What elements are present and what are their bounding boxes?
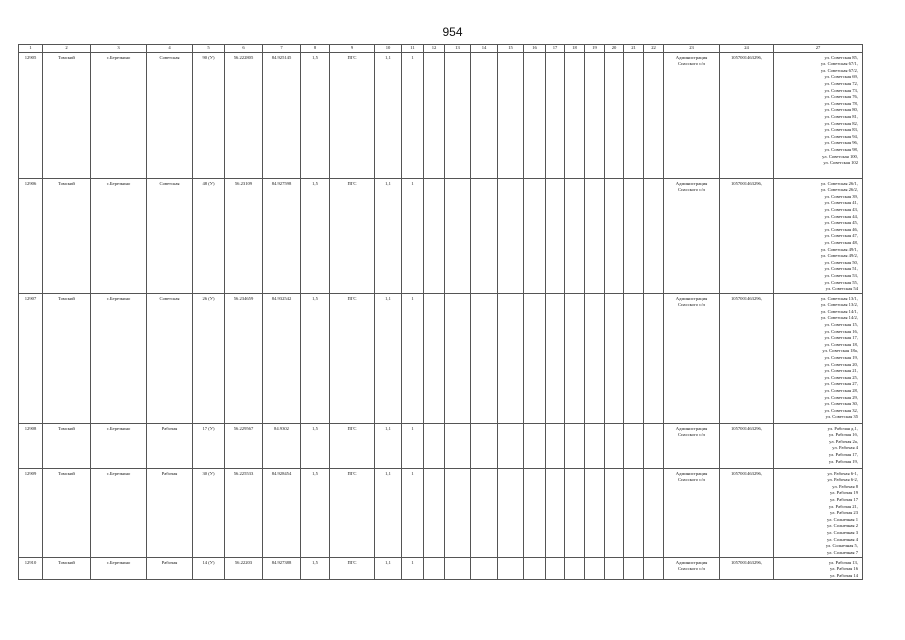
column-number: 21 — [624, 45, 644, 53]
page-number: 954 — [442, 25, 463, 39]
cell-addresses — [774, 423, 863, 468]
table-row — [19, 423, 863, 468]
cell-c4: Советская — [147, 52, 193, 178]
cell-c4: Рабочая — [147, 468, 193, 557]
empty-cell — [644, 423, 664, 468]
owner-line: Администрация — [675, 295, 708, 301]
cell-c7: 84.932542 — [263, 293, 301, 423]
cell-c4: Советская — [147, 178, 193, 293]
address-line: ул. Советская 26/1, — [820, 180, 858, 186]
column-number: 6 — [225, 45, 263, 53]
cell-c2: Томский — [43, 293, 91, 423]
empty-cell — [424, 293, 445, 423]
table-row — [19, 557, 863, 579]
address-line: ул. Советская 83, — [824, 127, 858, 133]
cell-c5: 30 (У) — [193, 468, 225, 557]
column-number-row — [19, 45, 863, 53]
register-body — [19, 52, 863, 579]
address-line: ул. Советская 96, — [824, 140, 858, 146]
address-line: ул. Советская 47, — [824, 233, 858, 239]
empty-cell — [498, 52, 524, 178]
empty-cell — [565, 423, 585, 468]
address-line: ул. Советская 39, — [824, 193, 858, 199]
address-line: ул. Советская 20, — [824, 361, 858, 367]
cell-c1: 12907 — [19, 293, 43, 423]
address-line: ул. Рабочая 14 — [830, 572, 858, 578]
address-line: ул. Советская 67/2, — [820, 67, 858, 73]
cell-c1: 12905 — [19, 52, 43, 178]
cell-c11: 1 — [402, 52, 424, 178]
cell-c2: Томский — [43, 178, 91, 293]
owner-line: Администрация — [675, 470, 708, 476]
address-list — [775, 55, 858, 167]
cell-c1: 12908 — [19, 423, 43, 468]
cell-c10: 1,1 — [375, 52, 402, 178]
cell-c8: 1,5 — [301, 557, 330, 579]
table-row — [19, 468, 863, 557]
cell-c9: ПГС — [330, 557, 375, 579]
cell-c2: Томский — [43, 557, 91, 579]
column-number: 2 — [43, 45, 91, 53]
address-line: ул. Советская 53, — [824, 272, 858, 278]
empty-cell — [524, 293, 546, 423]
cell-c3: с.Березкино — [91, 468, 147, 557]
table-row — [19, 178, 863, 293]
empty-cell — [644, 178, 664, 293]
empty-cell — [605, 293, 624, 423]
column-number: 13 — [445, 45, 471, 53]
empty-cell — [471, 468, 498, 557]
cell-ogrn: 1057001463296, — [720, 178, 774, 293]
empty-cell — [644, 293, 664, 423]
column-number: 16 — [524, 45, 546, 53]
address-line: ул. Советская 15, — [824, 321, 858, 327]
empty-cell — [546, 468, 565, 557]
empty-cell — [624, 178, 644, 293]
cell-c10: 1,1 — [375, 293, 402, 423]
empty-cell — [644, 52, 664, 178]
address-line: ул. Солнечная 3 — [826, 529, 858, 535]
column-number: 17 — [546, 45, 565, 53]
empty-cell — [585, 423, 605, 468]
cell-c6: 56.23109 — [225, 178, 263, 293]
column-number: 3 — [91, 45, 147, 53]
empty-cell — [546, 178, 565, 293]
empty-cell — [445, 468, 471, 557]
owner-line: Администрация — [675, 54, 708, 60]
cell-owner — [664, 52, 720, 178]
column-number: 8 — [301, 45, 330, 53]
cell-c1: 12910 — [19, 557, 43, 579]
column-number: 19 — [585, 45, 605, 53]
empty-cell — [498, 423, 524, 468]
address-line: ул. Советская 73, — [824, 87, 858, 93]
column-number: 10 — [375, 45, 402, 53]
cell-c11: 1 — [402, 423, 424, 468]
address-line: ул. Рабочая 1б, — [828, 432, 858, 438]
address-line: ул. Советская 69, — [824, 74, 858, 80]
empty-cell — [546, 52, 565, 178]
cell-c5: 90 (У) — [193, 52, 225, 178]
empty-cell — [624, 468, 644, 557]
cell-c6: 56.222805 — [225, 52, 263, 178]
address-line: ул. Советская 82, — [824, 120, 858, 126]
address-line: ул. Советская 98, — [824, 146, 858, 152]
empty-cell — [498, 293, 524, 423]
empty-cell — [471, 423, 498, 468]
address-line: ул. Советская 51, — [824, 266, 858, 272]
address-line: ул. Рабочая 2а, — [829, 438, 858, 444]
column-number: 22 — [644, 45, 664, 53]
empty-cell — [546, 557, 565, 579]
owner-line: Спасского с/п — [678, 477, 705, 483]
address-line: ул. Солнечная 4 — [826, 536, 858, 542]
cell-c8: 1,5 — [301, 178, 330, 293]
empty-cell — [524, 178, 546, 293]
cell-c2: Томский — [43, 52, 91, 178]
address-line: ул. Рабочая д.1, — [827, 425, 858, 431]
cell-c5: 26 (У) — [193, 293, 225, 423]
owner-line: Спасского с/п — [678, 61, 705, 67]
column-number: 23 — [664, 45, 720, 53]
cell-c8: 1,5 — [301, 52, 330, 178]
column-number: 27 — [774, 45, 863, 53]
cell-c7: 84.927388 — [263, 557, 301, 579]
address-line: ул. Рабочая 16 — [830, 566, 858, 572]
cell-c3: с.Березкино — [91, 423, 147, 468]
address-line: ул. Советская 29, — [824, 394, 858, 400]
cell-c10: 1,1 — [375, 423, 402, 468]
empty-cell — [605, 423, 624, 468]
address-line: ул. Рабочая 8 — [832, 483, 858, 489]
cell-c11: 1 — [402, 557, 424, 579]
address-line: ул. Советская 67/1, — [820, 61, 858, 67]
address-line: ул. Рабочая 6-2, — [827, 477, 858, 483]
address-line: ул. Советская 30, — [824, 401, 858, 407]
cell-c6: 56.22203 — [225, 557, 263, 579]
empty-cell — [524, 557, 546, 579]
cell-c2: Томский — [43, 423, 91, 468]
empty-cell — [585, 52, 605, 178]
address-line: ул. Советская 35 — [825, 414, 858, 420]
address-line: ул. Советская 18а, — [822, 348, 858, 354]
address-line: ул. Советская 21, — [824, 368, 858, 374]
empty-cell — [565, 52, 585, 178]
empty-cell — [565, 468, 585, 557]
cell-c1: 12906 — [19, 178, 43, 293]
cell-ogrn: 1057001463296, — [720, 52, 774, 178]
empty-cell — [624, 293, 644, 423]
address-line: ул. Советская 28, — [824, 387, 858, 393]
empty-cell — [624, 557, 644, 579]
cell-ogrn: 1057001463296, — [720, 468, 774, 557]
address-line: ул. Советская 26/2, — [820, 187, 858, 193]
empty-cell — [445, 293, 471, 423]
cell-c5: 17 (У) — [193, 423, 225, 468]
empty-cell — [624, 423, 644, 468]
table-row — [19, 52, 863, 178]
address-line: ул. Рабочая 17 — [830, 496, 858, 502]
address-line: ул. Рабочая 6-1, — [827, 470, 858, 476]
address-line: ул. Советская 100, — [822, 153, 858, 159]
cell-c3: с.Березкино — [91, 557, 147, 579]
empty-cell — [498, 178, 524, 293]
column-number: 7 — [263, 45, 301, 53]
owner-line: Администрация — [675, 180, 708, 186]
address-line: ул. Советская 44, — [824, 213, 858, 219]
column-number: 4 — [147, 45, 193, 53]
empty-cell — [471, 52, 498, 178]
cell-owner — [664, 423, 720, 468]
empty-cell — [524, 468, 546, 557]
address-line: ул. Советская 32, — [824, 407, 858, 413]
address-line: ул. Солнечная 5, — [825, 543, 858, 549]
address-line: ул. Советская 54 — [825, 286, 858, 292]
cell-owner — [664, 557, 720, 579]
column-number: 5 — [193, 45, 225, 53]
cell-c7: 84.925145 — [263, 52, 301, 178]
cell-addresses — [774, 293, 863, 423]
cell-c4: Рабочая — [147, 423, 193, 468]
empty-cell — [605, 52, 624, 178]
address-line: ул. Советская 17, — [824, 335, 858, 341]
empty-cell — [585, 293, 605, 423]
cell-c6: 56.229567 — [225, 423, 263, 468]
address-line: ул. Рабочая 19 — [830, 490, 858, 496]
address-line: ул. Советская 41, — [824, 200, 858, 206]
address-line: ул. Советская 18, — [824, 341, 858, 347]
empty-cell — [424, 178, 445, 293]
cell-addresses — [774, 557, 863, 579]
address-line: ул. Советская 102 — [823, 160, 858, 166]
empty-cell — [424, 423, 445, 468]
address-line: ул. Советская 45, — [824, 220, 858, 226]
address-line: ул. Советская 78, — [824, 100, 858, 106]
cell-c3: с.Березкино — [91, 293, 147, 423]
address-list — [775, 426, 858, 466]
cell-c9: ПГС — [330, 52, 375, 178]
owner-line: Спасского с/п — [678, 302, 705, 308]
cell-c2: Томский — [43, 468, 91, 557]
column-number: 24 — [720, 45, 774, 53]
address-line: ул. Советская 25, — [824, 374, 858, 380]
owner-line: Спасского с/п — [678, 566, 705, 572]
cell-owner — [664, 293, 720, 423]
address-list — [775, 471, 858, 557]
empty-cell — [471, 557, 498, 579]
cell-c10: 1,1 — [375, 178, 402, 293]
cell-c8: 1,5 — [301, 468, 330, 557]
address-line: ул. Советская 81, — [824, 113, 858, 119]
address-line: ул. Советская 76, — [824, 94, 858, 100]
address-line: ул. Советская 49/2, — [820, 253, 858, 259]
cell-c4: Советская — [147, 293, 193, 423]
column-number: 1 — [19, 45, 43, 53]
cell-c4: Рабочая — [147, 557, 193, 579]
empty-cell — [605, 468, 624, 557]
column-number: 12 — [424, 45, 445, 53]
address-line: ул. Рабочая 4 — [832, 445, 858, 451]
address-line: ул. Рабочая 13, — [828, 559, 858, 565]
empty-cell — [565, 557, 585, 579]
cell-ogrn: 1057001463296, — [720, 293, 774, 423]
address-line: ул. Солнечная 1 — [826, 516, 858, 522]
owner-line: Администрация — [675, 425, 708, 431]
column-number: 11 — [402, 45, 424, 53]
cell-c10: 1,1 — [375, 557, 402, 579]
address-line: ул. Советская 55, — [824, 279, 858, 285]
column-number: 14 — [471, 45, 498, 53]
cell-c5: 48 (У) — [193, 178, 225, 293]
address-line: ул. Советская 14/2, — [820, 315, 858, 321]
address-line: ул. Советская 13/2, — [820, 302, 858, 308]
cell-c9: ПГС — [330, 178, 375, 293]
cell-c6: 56.225533 — [225, 468, 263, 557]
cell-c6: 56.234659 — [225, 293, 263, 423]
empty-cell — [445, 52, 471, 178]
cell-addresses — [774, 178, 863, 293]
cell-c7: 84.9302 — [263, 423, 301, 468]
address-line: ул. Советская 46, — [824, 226, 858, 232]
cell-c11: 1 — [402, 293, 424, 423]
column-number: 15 — [498, 45, 524, 53]
table-row — [19, 293, 863, 423]
empty-cell — [498, 557, 524, 579]
address-line: ул. Советская 14/1, — [820, 308, 858, 314]
empty-cell — [546, 293, 565, 423]
empty-cell — [524, 423, 546, 468]
address-line: ул. Рабочая 17, — [828, 451, 858, 457]
empty-cell — [624, 52, 644, 178]
address-line: ул. Советская 19, — [824, 354, 858, 360]
address-line: ул. Советская 16, — [824, 328, 858, 334]
address-list — [775, 560, 858, 579]
cell-addresses — [774, 468, 863, 557]
address-line: ул. Солнечная 7 — [826, 549, 858, 555]
empty-cell — [498, 468, 524, 557]
cell-c1: 12909 — [19, 468, 43, 557]
address-line: ул. Рабочая 19, — [828, 458, 858, 464]
column-number: 9 — [330, 45, 375, 53]
address-line: ул. Советская 72, — [824, 80, 858, 86]
empty-cell — [585, 178, 605, 293]
address-line: ул. Советская 13/1, — [820, 295, 858, 301]
address-line: ул. Солнечная 2 — [826, 523, 858, 529]
owner-line: Администрация — [675, 559, 708, 565]
owner-line: Спасского с/п — [678, 187, 705, 193]
register-table — [18, 44, 863, 580]
address-list — [775, 296, 858, 421]
owner-line: Спасского с/п — [678, 432, 705, 438]
cell-ogrn: 1057001463296, — [720, 423, 774, 468]
empty-cell — [471, 178, 498, 293]
empty-cell — [424, 557, 445, 579]
cell-c3: с.Березкино — [91, 178, 147, 293]
column-number: 20 — [605, 45, 624, 53]
cell-c8: 1,5 — [301, 423, 330, 468]
empty-cell — [445, 423, 471, 468]
address-list — [775, 181, 858, 293]
column-number: 18 — [565, 45, 585, 53]
cell-c9: ПГС — [330, 468, 375, 557]
address-line: ул. Советская 50, — [824, 259, 858, 265]
empty-cell — [605, 557, 624, 579]
address-line: ул. Советская 94, — [824, 133, 858, 139]
empty-cell — [585, 557, 605, 579]
address-line: ул. Советская 48, — [824, 239, 858, 245]
cell-c9: ПГС — [330, 293, 375, 423]
cell-c8: 1,5 — [301, 293, 330, 423]
empty-cell — [644, 557, 664, 579]
empty-cell — [424, 52, 445, 178]
cell-c3: с.Березкино — [91, 52, 147, 178]
address-line: ул. Советская 27, — [824, 381, 858, 387]
empty-cell — [445, 178, 471, 293]
address-line: ул. Советская 43, — [824, 206, 858, 212]
empty-cell — [644, 468, 664, 557]
address-line: ул. Советская 80, — [824, 107, 858, 113]
empty-cell — [565, 178, 585, 293]
empty-cell — [524, 52, 546, 178]
empty-cell — [445, 557, 471, 579]
cell-c9: ПГС — [330, 423, 375, 468]
cell-c5: 14 (У) — [193, 557, 225, 579]
cell-c7: 84.928454 — [263, 468, 301, 557]
empty-cell — [565, 293, 585, 423]
address-line: ул. Советская 49/1, — [820, 246, 858, 252]
address-line: ул. Советская 85, — [824, 54, 858, 60]
cell-c11: 1 — [402, 468, 424, 557]
empty-cell — [546, 423, 565, 468]
cell-owner — [664, 178, 720, 293]
cell-c7: 84.927598 — [263, 178, 301, 293]
cell-addresses — [774, 52, 863, 178]
cell-ogrn: 1057001463296, — [720, 557, 774, 579]
cell-owner — [664, 468, 720, 557]
empty-cell — [424, 468, 445, 557]
cell-c10: 1,1 — [375, 468, 402, 557]
address-line: ул. Рабочая 21, — [828, 503, 858, 509]
empty-cell — [471, 293, 498, 423]
empty-cell — [605, 178, 624, 293]
cell-c11: 1 — [402, 178, 424, 293]
empty-cell — [585, 468, 605, 557]
address-line: ул. Рабочая 23 — [830, 510, 858, 516]
